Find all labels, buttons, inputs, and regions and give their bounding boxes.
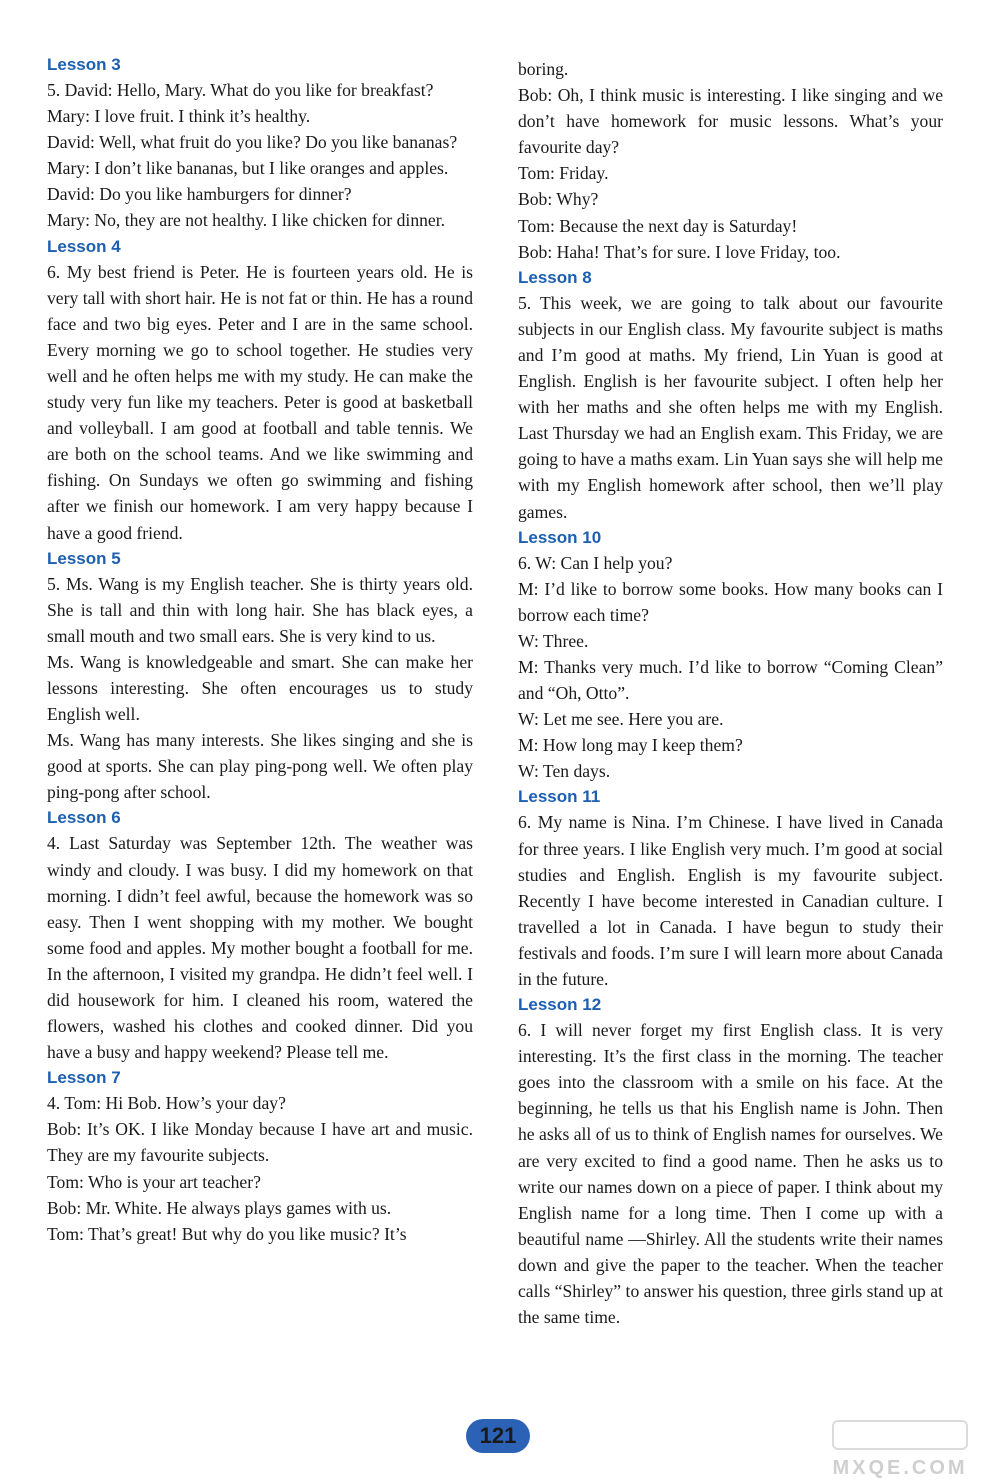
left-column	[47, 52, 473, 1247]
lesson-heading: Lesson 8	[518, 267, 592, 287]
lesson-heading: Lesson 12	[518, 995, 602, 1015]
text-paragraph: Bob: Why?	[518, 189, 599, 210]
text-paragraph: 6. My name is Nina. I’m Chinese. I have lived in Canada for three years. I like English very much. I’m good at social studies and English. English is my favourite subject. Recently I have become interested in Canadian culture. I travelled a lot in Canada. I have begun to study their festivals and foods. I’m sure I will learn more about Canada in the future.	[518, 812, 943, 989]
watermark-logo	[812, 1420, 988, 1480]
text-paragraph: Tom: Who is your art teacher?	[47, 1171, 261, 1192]
watermark-text: MXQE.COM	[832, 1457, 968, 1479]
lesson-heading: Lesson 5	[47, 548, 121, 568]
watermark-mark-icon	[832, 1420, 968, 1450]
text-paragraph: 5. This week, we are going to talk about our favourite subjects in our English class. My favourite subject is maths and I’m good at maths. My friend, Lin Yuan is good at English. English is her favourite subject. I often help her with her maths and she often helps me with my English. Last Thursday we had an English exam. This Friday, we are going to have a maths exam. Lin Yuan says she will help me with my English homework after school, then we’ll play games.	[518, 292, 943, 522]
text-paragraph: Mary: I love fruit. I think it’s healthy.	[47, 106, 311, 127]
lesson-heading: Lesson 6	[47, 808, 121, 828]
text-paragraph: Bob: It’s OK. I like Monday because I have art and music. They are my favourite subjects.	[47, 1119, 473, 1166]
text-paragraph: W: Let me see. Here you are.	[518, 709, 724, 730]
right-column	[518, 56, 943, 1330]
text-paragraph: 5. Ms. Wang is my English teacher. She is thirty years old. She is tall and thin with long hair. She has black eyes, a small mouth and two small ears. She is very kind to us.	[47, 573, 473, 646]
text-paragraph: Mary: I don’t like bananas, but I like oranges and apples.	[47, 158, 449, 179]
lesson-heading: Lesson 3	[47, 55, 121, 74]
text-paragraph: David: Well, what fruit do you like? Do you like bananas?	[47, 132, 458, 153]
text-paragraph: 4. Tom: Hi Bob. How’s your day?	[47, 1093, 286, 1114]
text-paragraph: 5. David: Hello, Mary. What do you like for breakfast?	[47, 80, 434, 100]
lesson-heading: Lesson 11	[518, 787, 601, 807]
text-paragraph: Bob: Mr. White. He always plays games with us.	[47, 1197, 392, 1218]
text-paragraph: 6. My best friend is Peter. He is fourteen years old. He is very tall with short hair. He is not fat or thin. He has a round face and two big eyes. Peter and I are in the same school. Every morning we go to school together. He studies very well and he often helps me with my study. He can make the study very fun like my teachers. Peter is good at basketball and volleyball. I am good at football and table tennis. We are both on the school teams. And we like swimming and fishing. On Sundays we often go swimming and fishing after we finish our homework. I am very happy because I have a good friend.	[47, 261, 473, 543]
lesson-heading: Lesson 10	[518, 527, 602, 547]
lesson-heading: Lesson 7	[47, 1068, 121, 1088]
text-paragraph: W: Ten days.	[518, 761, 611, 782]
text-paragraph: Tom: Because the next day is Saturday!	[518, 215, 798, 236]
text-paragraph: Tom: Friday.	[518, 163, 609, 184]
page-number	[466, 1419, 530, 1453]
text-paragraph: Ms. Wang is knowledgeable and smart. She can make her lessons interesting. She often encourages us to study English well.	[47, 651, 473, 725]
text-paragraph: Tom: That’s great! But why do you like music? It’s	[47, 1223, 407, 1244]
text-paragraph: M: I’d like to borrow some books. How many books can I borrow each time?	[518, 578, 943, 625]
lesson-heading: Lesson 4	[47, 236, 121, 256]
text-paragraph: 6. W: Can I help you?	[518, 552, 673, 573]
text-paragraph: Ms. Wang has many interests. She likes singing and she is good at sports. She can play ping-pong well. We often play ping-pong after school.	[47, 730, 473, 803]
text-paragraph: David: Do you like hamburgers for dinner?	[47, 184, 352, 205]
text-paragraph: 4. Last Saturday was September 12th. The weather was windy and cloudy. I was busy. I did my homework on that morning. I didn’t feel awful, because the homework was so easy. Then I went shopping with my mother. We bought some food and apples. My mother bought a football for me. In the afternoon, I visited my grandpa. He didn’t feel well. I did housework for him. I cleaned his room, watered the flowers, washed his clothes and cooked dinner. Did you have a busy and happy weekend? Please tell me.	[47, 833, 473, 1063]
text-paragraph: W: Three.	[518, 630, 589, 651]
text-paragraph: Mary: No, they are not healthy. I like chicken for dinner.	[47, 210, 446, 231]
text-paragraph: Bob: Haha! That’s for sure. I love Friday, too.	[518, 241, 841, 262]
text-paragraph: boring.	[518, 59, 569, 79]
text-paragraph: M: How long may I keep them?	[518, 735, 743, 756]
text-paragraph: 6. I will never forget my first English class. It is very interesting. It’s the first class in the morning. The teacher goes into the classroom with a smile on his face. At the beginning, he tells us that his English name is John. Then he asks all of us to think of English names for ourselves. We are very excited to find a good name. Then he asks us to write our names down on a piece of paper. I think about my English name for a long time. Then I come up with a beautiful name —Shirley. All the students write their names down and give the paper to the teacher. When the teacher calls “Shirley” to answer his question, three girls stand up at the same time.	[518, 1020, 943, 1328]
page-number-text: 121	[479, 1423, 517, 1448]
text-paragraph: M: Thanks very much. I’d like to borrow “Coming Clean” and “Oh, Otto”.	[518, 656, 943, 704]
text-paragraph: Bob: Oh, I think music is interesting. I like singing and we don’t have homework for music lessons. What’s your favourite day?	[518, 85, 943, 158]
